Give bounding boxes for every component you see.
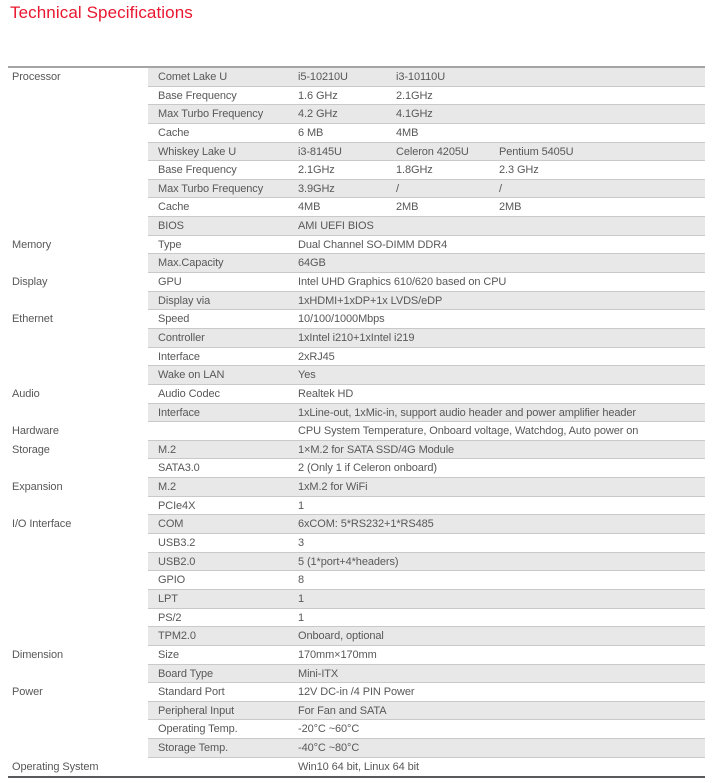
spec-name: Interface — [158, 350, 200, 363]
spec-name: Base Frequency — [158, 89, 237, 102]
spec-name: M.2 — [158, 443, 177, 456]
spec-value: 2MB — [499, 201, 522, 214]
spec-row — [8, 646, 705, 665]
row-band — [148, 348, 705, 367]
category-label: I/O Interface — [12, 518, 72, 531]
spec-row — [8, 385, 705, 404]
spec-value: 1xM.2 for WiFi — [298, 481, 368, 494]
row-band — [148, 385, 705, 404]
spec-value: 8 — [298, 574, 305, 587]
spec-name: Type — [158, 238, 182, 251]
spec-table — [8, 66, 705, 778]
spec-name: PS/2 — [158, 611, 182, 624]
spec-value: Win10 64 bit, Linux 64 bit — [298, 760, 419, 773]
spec-value: 1×M.2 for SATA SSD/4G Module — [298, 443, 455, 456]
spec-name: Standard Port — [158, 686, 225, 699]
spec-name: Display via — [158, 294, 211, 307]
category-label: Audio — [12, 387, 40, 400]
spec-row — [8, 683, 705, 702]
spec-name: LPT — [158, 592, 178, 605]
spec-value: 2MB — [396, 201, 419, 214]
spec-name: Speed — [158, 313, 190, 326]
category-label: Power — [12, 686, 43, 699]
row-band — [148, 739, 705, 758]
spec-row — [8, 739, 705, 758]
spec-name: Max Turbo Frequency — [158, 108, 264, 121]
spec-value: 1xLine-out, 1xMic-in, support audio header and power amplifier header — [298, 406, 636, 419]
spec-row — [8, 87, 705, 106]
spec-value: 170mm×170mm — [298, 648, 377, 661]
spec-value: 12V DC-in /4 PIN Power — [298, 686, 415, 699]
row-band — [148, 366, 705, 385]
spec-name: Interface — [158, 406, 200, 419]
spec-row — [8, 348, 705, 367]
spec-value: 2.3 GHz — [499, 164, 539, 177]
spec-name: SATA3.0 — [158, 462, 200, 475]
spec-row — [8, 590, 705, 609]
spec-row — [8, 758, 705, 777]
spec-row — [8, 478, 705, 497]
row-band — [148, 310, 705, 329]
row-band — [148, 665, 705, 684]
spec-value: Onboard, optional — [298, 630, 384, 643]
spec-value: Celeron 4205U — [396, 145, 469, 158]
spec-value: Intel UHD Graphics 610/620 based on CPU — [298, 276, 507, 289]
category-label: Ethernet — [12, 313, 53, 326]
spec-value: Yes — [298, 369, 316, 382]
spec-value: 6 MB — [298, 126, 324, 139]
spec-name: TPM2.0 — [158, 630, 196, 643]
spec-row — [8, 236, 705, 255]
spec-row — [8, 329, 705, 348]
spec-value: 5 (1*port+4*headers) — [298, 555, 399, 568]
spec-value: 1.6 GHz — [298, 89, 338, 102]
spec-name: Board Type — [158, 667, 214, 680]
spec-value: 3 — [298, 537, 305, 550]
spec-value: i5-10210U — [298, 71, 348, 83]
spec-name: Controller — [158, 331, 205, 344]
spec-row — [8, 459, 705, 478]
spec-row — [8, 217, 705, 236]
spec-row — [8, 404, 705, 423]
row-band — [148, 758, 705, 777]
spec-value: Realtek HD — [298, 387, 354, 400]
spec-name: USB3.2 — [158, 537, 196, 550]
category-label: Hardware — [12, 425, 59, 438]
spec-name: GPU — [158, 276, 182, 289]
spec-value: For Fan and SATA — [298, 704, 387, 717]
spec-value: 2 (Only 1 if Celeron onboard) — [298, 462, 437, 475]
spec-row — [8, 553, 705, 572]
spec-value: 4.1GHz — [396, 108, 433, 121]
spec-value: 64GB — [298, 257, 326, 270]
spec-row — [8, 441, 705, 460]
spec-value: AMI UEFI BIOS — [298, 220, 374, 233]
spec-value: 1 — [298, 611, 305, 624]
row-band — [148, 571, 705, 590]
spec-name: GPIO — [158, 574, 186, 587]
spec-name: Wake on LAN — [158, 369, 225, 382]
spec-name: BIOS — [158, 220, 184, 233]
spec-value: 10/100/1000Mbps — [298, 313, 385, 326]
spec-row — [8, 627, 705, 646]
category-label: Display — [12, 276, 48, 289]
spec-value: 6xCOM: 5*RS232+1*RS485 — [298, 518, 434, 531]
page-title: Technical Specifications — [10, 3, 193, 22]
spec-row — [8, 665, 705, 684]
spec-value: Pentium 5405U — [499, 145, 574, 158]
row-band — [148, 497, 705, 516]
spec-name: USB2.0 — [158, 555, 196, 568]
spec-value: 2.1GHz — [396, 89, 433, 102]
spec-value: 3.9GHz — [298, 182, 335, 195]
category-label: Memory — [12, 238, 52, 251]
spec-row — [8, 292, 705, 311]
spec-name: Whiskey Lake U — [158, 145, 237, 158]
spec-row — [8, 180, 705, 199]
spec-name: Peripheral Input — [158, 704, 235, 717]
spec-name: Max.Capacity — [158, 257, 224, 270]
spec-name: COM — [158, 518, 184, 531]
spec-name: Storage Temp. — [158, 742, 229, 755]
spec-value: 1xIntel i210+1xIntel i219 — [298, 331, 415, 344]
spec-value: i3-10110U — [396, 71, 446, 83]
row-band — [148, 534, 705, 553]
spec-row — [8, 161, 705, 180]
row-band — [148, 329, 705, 348]
spec-name: Comet Lake U — [158, 71, 228, 83]
spec-value: 1 — [298, 499, 305, 512]
spec-value: 4MB — [298, 201, 321, 214]
spec-row — [8, 254, 705, 273]
spec-row — [8, 515, 705, 534]
spec-row — [8, 273, 705, 292]
spec-row — [8, 143, 705, 162]
category-label: Expansion — [12, 481, 63, 494]
spec-name: PCIe4X — [158, 499, 196, 512]
row-band — [148, 590, 705, 609]
spec-value: 4MB — [396, 126, 419, 139]
spec-row — [8, 422, 705, 441]
spec-name: Max Turbo Frequency — [158, 182, 264, 195]
spec-row — [8, 720, 705, 739]
row-band — [148, 478, 705, 497]
spec-value: / — [499, 182, 502, 195]
row-band — [148, 646, 705, 665]
spec-name: Size — [158, 648, 179, 661]
spec-value: / — [396, 182, 399, 195]
row-band — [148, 198, 705, 217]
spec-value: 4.2 GHz — [298, 108, 338, 121]
spec-row — [8, 105, 705, 124]
spec-value: -40°C ~80°C — [298, 742, 360, 755]
spec-value: CPU System Temperature, Onboard voltage, Watchdog, Auto power on — [298, 425, 639, 438]
spec-row — [8, 310, 705, 329]
spec-name: Cache — [158, 201, 190, 214]
spec-name: Cache — [158, 126, 190, 139]
spec-row — [8, 534, 705, 553]
row-band — [148, 627, 705, 646]
row-band — [148, 124, 705, 143]
spec-value: 2.1GHz — [298, 164, 335, 177]
spec-value: -20°C ~60°C — [298, 723, 360, 736]
category-label: Processor — [12, 71, 61, 83]
spec-name: Operating Temp. — [158, 723, 238, 736]
spec-row — [8, 124, 705, 143]
category-label: Dimension — [12, 648, 64, 661]
spec-value: 1.8GHz — [396, 164, 433, 177]
row-band — [148, 683, 705, 702]
category-label: Operating System — [12, 760, 99, 773]
spec-row — [8, 366, 705, 385]
spec-value: 2xRJ45 — [298, 350, 335, 363]
spec-value: Mini-ITX — [298, 667, 339, 680]
spec-row — [8, 497, 705, 516]
spec-value: 1xHDMI+1xDP+1x LVDS/eDP — [298, 294, 443, 307]
spec-row — [8, 571, 705, 590]
row-band — [148, 609, 705, 628]
spec-name: Base Frequency — [158, 164, 237, 177]
spec-value: Dual Channel SO-DIMM DDR4 — [298, 238, 448, 251]
spec-row — [8, 702, 705, 721]
spec-row — [8, 609, 705, 628]
spec-value: i3-8145U — [298, 145, 342, 158]
spec-row — [8, 68, 705, 87]
category-label: Storage — [12, 443, 50, 456]
row-band — [148, 217, 705, 236]
row-band — [148, 553, 705, 572]
spec-row — [8, 198, 705, 217]
spec-name: Audio Codec — [158, 387, 220, 400]
row-band — [148, 254, 705, 273]
spec-value: 1 — [298, 592, 305, 605]
spec-name: M.2 — [158, 481, 177, 494]
